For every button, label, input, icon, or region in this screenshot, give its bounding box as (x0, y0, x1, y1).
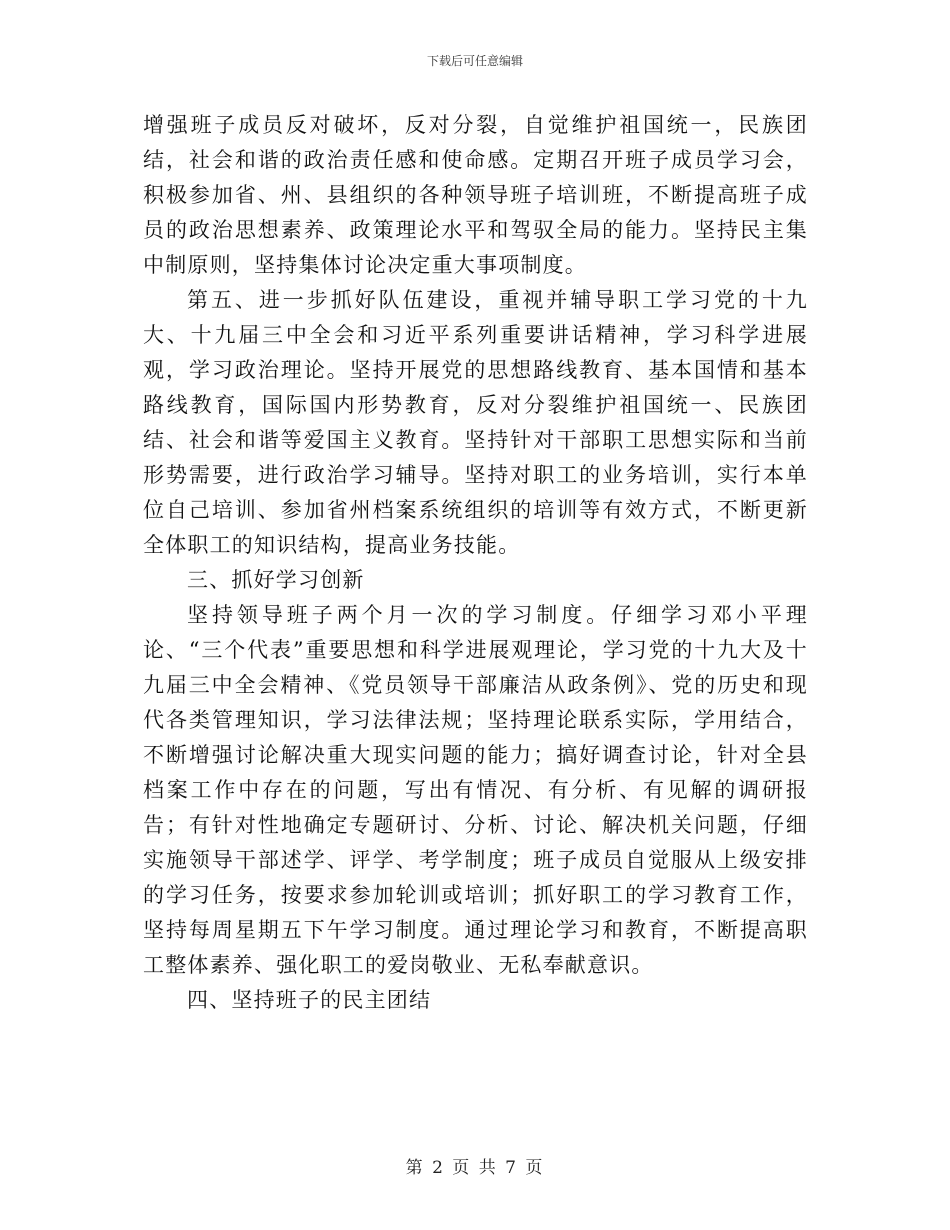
paragraph-learning-system: 坚持领导班子两个月一次的学习制度。仔细学习邓小平理论、“三个代表”重要思想和科学进展观理论，学习党的十九大及十九届三中全会精神、《党员领导干部廉洁从政条例》、党的历史和现代各类管理知识，学习法律法规；坚持理论联系实际，学用结合，不断增强讨论解决重大现实问题的能力；搞好调查讨论，针对全县档案工作中存在的问题，写出有情况、有分析、有见解的调研报告；有针对性地确定专题研讨、分析、讨论、解决机关问题，仔细实施领导干部述学、评学、考学制度；班子成员自觉服从上级安排的学习任务，按要求参加轮训或培训；抓好职工的学习教育工作，坚持每周星期五下午学习制度。通过理论学习和教育，不断提高职工整体素养、强化职工的爱岗敬业、无私奉献意识。 (143, 603, 808, 977)
paragraph-team-building: 第五、进一步抓好队伍建设，重视并辅导职工学习党的十九大、十九届三中全会和习近平系列重要讲话精神，学习科学进展观，学习政治理论。坚持开展党的思想路线教育、基本国情和基本路线教育，国际国内形势教育，反对分裂维护祖国统一、民族团结、社会和谐等爱国主义教育。坚持针对干部职工思想实际和当前形势需要，进行政治学习辅导。坚持对职工的业务培训，实行本单位自己培训、参加省州档案系统组织的培训等有效方式，不断更新全体职工的知识结构，提高业务技能。 (143, 288, 808, 557)
paragraph-continued: 增强班子成员反对破坏，反对分裂，自觉维护祖国统一，民族团结，社会和谐的政治责任感和使命感。定期召开班子成员学习会，积极参加省、州、县组织的各种领导班子培训班，不断提高班子成员的政治思想素养、政策理论水平和驾驭全局的能力。坚持民主集中制原则，坚持集体讨论决定重大事项制度。 (143, 113, 808, 277)
page-number: 第 2 页 共 7 页 (405, 1158, 545, 1178)
document-body (143, 108, 808, 1018)
section-heading-democratic-unity: 四、坚持班子的民主团结 (187, 988, 432, 1012)
section-heading-learning-innovation: 三、抓好学习创新 (187, 568, 365, 592)
page-header: 下载后可任意编辑 (426, 54, 523, 68)
